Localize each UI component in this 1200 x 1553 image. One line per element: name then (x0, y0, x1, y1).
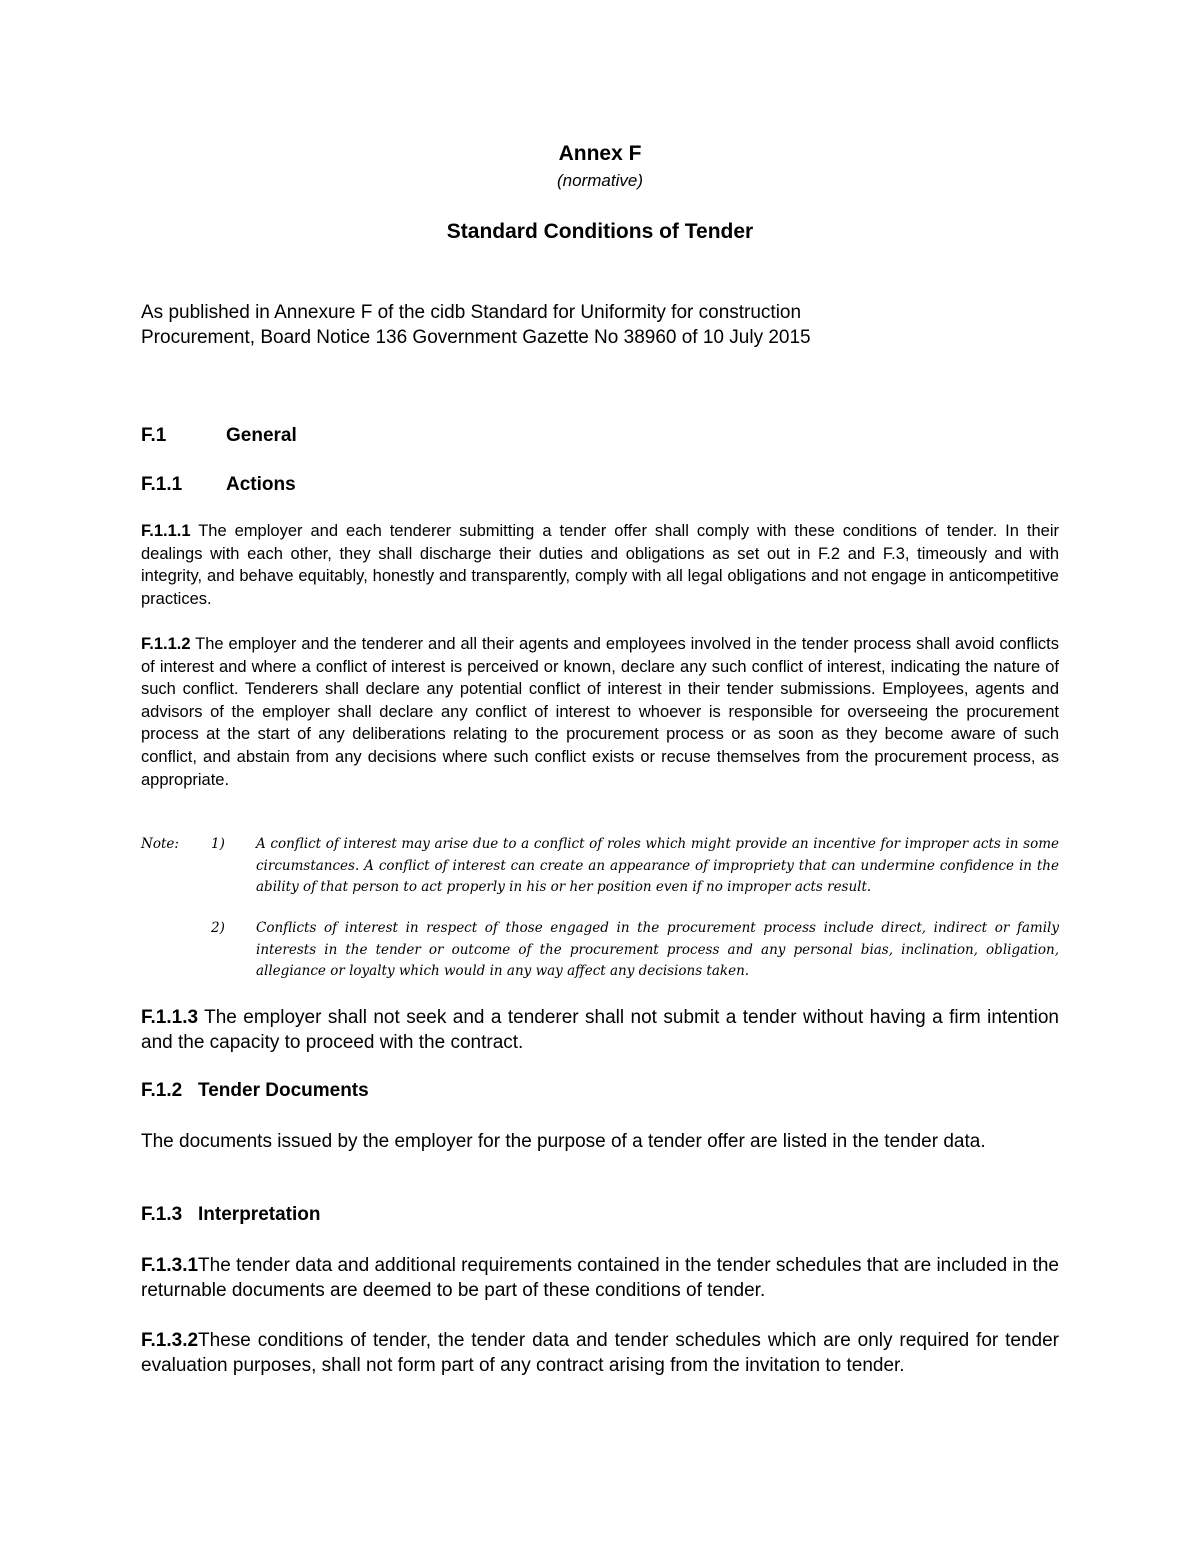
section-heading-general (141, 425, 297, 447)
section-title: Actions (226, 474, 296, 495)
clause-f131 (141, 1253, 1059, 1303)
intro-paragraph (141, 300, 1061, 350)
note-item-text: A conflict of interest may arise due to a conflict of roles which might provide an incentive for improper acts in some circumstances. A conflict of interest can create an appearance of impropriety that can undermine confidence in the ability of that person to act properly in his or her position even if no improper acts result. (256, 836, 1059, 895)
note-tag: Note: (141, 836, 179, 852)
section-heading-actions (141, 474, 296, 496)
clause-text: The tender data and additional requirements contained in the tender schedules that are included in the returnable documents are deemed to be part of these conditions of tender. (141, 1255, 1059, 1301)
clause-f112 (141, 633, 1059, 791)
note-item-text: Conflicts of interest in respect of those engaged in the procurement process include direct, indirect or family interests in the tender or outcome of the procurement process and any personal bias, inclination, obligation, allegiance or loyalty which would in any way affect any decisions taken. (256, 920, 1059, 979)
section-title: General (226, 425, 297, 446)
clause-label: F.1.1.2 (141, 635, 191, 653)
paragraph-tender-documents: The documents issued by the employer for the purpose of a tender offer are listed in the tender data. (141, 1131, 986, 1152)
clause-text: These conditions of tender, the tender data and tender schedules which are only required for tender evaluation purposes, shall not form part of any contract arising from the invitation to tender. (141, 1330, 1059, 1376)
document-heading: Standard Conditions of Tender (446, 220, 754, 243)
intro-line-2: Procurement, Board Notice 136 Government Gazette No 38960 of 10 July 2015 (141, 327, 811, 348)
clause-label: F.1.3.2 (141, 1330, 199, 1351)
clause-text: The employer and the tenderer and all their agents and employees involved in the tender process shall avoid conflicts of interest and where a conflict of interest is perceived or known, declare any such conflict of interest, indicating the nature of such conflict. Tenderers shall declare any potential conflict of interest in their tender submissions. Employees, agents and advisors of the employer shall declare any conflict of interest to whoever is responsible for overseeing the procurement process at the start of any deliberations relating to the procurement process or as soon as they become aware of such conflict, and abstain from any decisions where such conflict exists or recuse themselves from the procurement process, as appropriate. (141, 635, 1059, 789)
annex-title: Annex F (558, 142, 642, 165)
intro-line-1: As published in Annexure F of the cidb Standard for Uniformity for construction (141, 302, 802, 323)
section-heading-tender-documents: F.1.2 Tender Documents (141, 1080, 369, 1101)
clause-f111 (141, 520, 1059, 610)
clause-label: F.1.1.3 (141, 1007, 199, 1028)
section-heading-interpretation: F.1.3 Interpretation (141, 1204, 321, 1225)
clause-f113 (141, 1005, 1059, 1055)
clause-label: F.1.3.1 (141, 1255, 199, 1276)
annex-subtitle: (normative) (557, 171, 643, 190)
clause-label: F.1.1.1 (141, 522, 191, 540)
clause-text: The employer and each tenderer submitting a tender offer shall comply with these conditions of tender. In their dealings with each other, they shall discharge their duties and obligations as set out in F.2 and F.3, timeously and with integrity, and behave equitably, honestly and transparently, comply with all legal obligations and not engage in anticompetitive practices. (141, 522, 1059, 608)
section-number: F.1 (141, 425, 167, 446)
clause-f132 (141, 1328, 1059, 1378)
section-number: F.1.1 (141, 474, 183, 495)
note-item-number: 1) (211, 836, 225, 852)
note-item-number: 2) (211, 920, 225, 936)
clause-text: The employer shall not seek and a tenderer shall not submit a tender without having a firm intention and the capacity to proceed with the contract. (141, 1007, 1059, 1053)
